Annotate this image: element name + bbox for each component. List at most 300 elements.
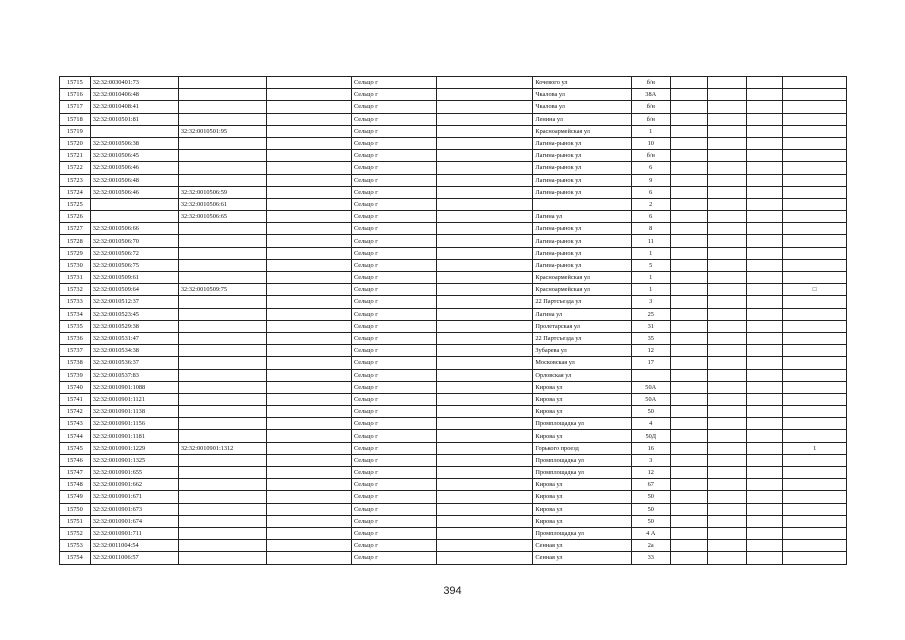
cell-cadastral-number: 32:32:0010901:671 [90,491,178,503]
table-row [60,308,847,320]
cell-street: Промплощадка ул [533,527,631,539]
cell-linked-cadastral-number [178,503,266,515]
table-row [60,174,847,186]
cell-flag [783,406,847,418]
cell-house-number: 16 [631,442,670,454]
cell-cadastral-number: 32:32:0010506:45 [90,150,178,162]
cell-empty-col-9 [670,540,707,552]
cell-locality: Сельцо г [352,503,437,515]
cell-flag [783,430,847,442]
cell-locality: Сельцо г [352,442,437,454]
cell-empty-col-9 [670,332,707,344]
cell-empty-col-6 [437,113,533,125]
cell-record-number: 15737 [60,345,91,357]
cell-empty-col-4 [266,381,351,393]
cell-house-number: 12 [631,345,670,357]
cell-empty-col-10 [707,77,746,89]
cell-street: Красноармейская ул [533,125,631,137]
cell-flag [783,332,847,344]
cell-empty-col-6 [437,186,533,198]
cell-record-number: 15722 [60,162,91,174]
cell-empty-col-9 [670,308,707,320]
cell-empty-col-6 [437,77,533,89]
table-row [60,442,847,454]
cell-empty-col-9 [670,211,707,223]
cell-house-number: 50Д [631,430,670,442]
cell-cadastral-number: 32:32:0010901:1156 [90,418,178,430]
cell-empty-col-10 [707,406,746,418]
cell-empty-col-10 [707,113,746,125]
cell-empty-col-10 [707,418,746,430]
cell-flag [783,515,847,527]
cell-empty-col-6 [437,198,533,210]
cell-locality: Сельцо г [352,467,437,479]
table-row [60,150,847,162]
cell-empty-col-6 [437,393,533,405]
cell-linked-cadastral-number [178,479,266,491]
cell-locality: Сельцо г [352,540,437,552]
cell-empty-col-11 [746,515,783,527]
cell-empty-col-10 [707,540,746,552]
cell-empty-col-4 [266,235,351,247]
table-row [60,491,847,503]
cell-empty-col-10 [707,552,746,564]
cell-empty-col-11 [746,527,783,539]
table-row [60,381,847,393]
cell-flag [783,77,847,89]
cell-empty-col-11 [746,113,783,125]
cell-cadastral-number: 32:32:0010901:662 [90,479,178,491]
cell-empty-col-10 [707,198,746,210]
cell-empty-col-6 [437,503,533,515]
cell-house-number: 50А [631,393,670,405]
cell-empty-col-11 [746,491,783,503]
cell-empty-col-10 [707,101,746,113]
cell-locality: Сельцо г [352,284,437,296]
cell-linked-cadastral-number: 32:32:0010901:1312 [178,442,266,454]
cell-street: Кирова ул [533,515,631,527]
cell-cadastral-number: 32:32:0010901:1121 [90,393,178,405]
cell-empty-col-9 [670,357,707,369]
cell-empty-col-6 [437,259,533,271]
cell-flag [783,479,847,491]
cell-flag [783,527,847,539]
cell-empty-col-11 [746,381,783,393]
cell-street: Промплощадка ул [533,467,631,479]
cell-empty-col-9 [670,284,707,296]
cell-record-number: 15727 [60,223,91,235]
cell-empty-col-4 [266,479,351,491]
cell-record-number: 15716 [60,89,91,101]
cell-record-number: 15751 [60,515,91,527]
cell-linked-cadastral-number [178,89,266,101]
cell-street: Лагина-рынок ул [533,174,631,186]
cell-empty-col-11 [746,223,783,235]
cell-street: Кирова ул [533,406,631,418]
cell-linked-cadastral-number [178,393,266,405]
cell-cadastral-number: 32:32:0010501:81 [90,113,178,125]
cell-street: Лагина-рынок ул [533,235,631,247]
cell-empty-col-6 [437,418,533,430]
table-row [60,515,847,527]
cell-empty-col-11 [746,174,783,186]
cell-empty-col-9 [670,442,707,454]
cell-locality: Сельцо г [352,527,437,539]
cell-locality: Сельцо г [352,137,437,149]
cell-street: Промплощадка ул [533,454,631,466]
cell-linked-cadastral-number [178,369,266,381]
cell-empty-col-4 [266,150,351,162]
cell-flag: 1 [783,442,847,454]
cell-empty-col-9 [670,393,707,405]
cell-empty-col-10 [707,247,746,259]
cell-empty-col-11 [746,320,783,332]
cell-street: Чкалова ул [533,89,631,101]
cell-empty-col-11 [746,211,783,223]
cell-flag [783,235,847,247]
cell-empty-col-6 [437,369,533,381]
cell-street: 22 Партсъезда ул [533,296,631,308]
cell-linked-cadastral-number [178,174,266,186]
cell-empty-col-10 [707,137,746,149]
cell-empty-col-4 [266,345,351,357]
cell-empty-col-9 [670,247,707,259]
cell-locality: Сельцо г [352,479,437,491]
cell-linked-cadastral-number [178,515,266,527]
cell-empty-col-9 [670,320,707,332]
cell-flag [783,198,847,210]
cell-house-number: б/н [631,150,670,162]
cell-locality: Сельцо г [352,332,437,344]
cell-record-number: 15734 [60,308,91,320]
cell-house-number: 9 [631,174,670,186]
cell-empty-col-6 [437,540,533,552]
cell-house-number: 35 [631,332,670,344]
cell-record-number: 15745 [60,442,91,454]
cell-locality: Сельцо г [352,186,437,198]
cell-linked-cadastral-number [178,418,266,430]
cell-street: Лагина ул [533,211,631,223]
table-row [60,272,847,284]
cell-record-number: 15741 [60,393,91,405]
table-row [60,467,847,479]
table-row [60,369,847,381]
cell-record-number: 15729 [60,247,91,259]
table-row [60,540,847,552]
cell-empty-col-6 [437,150,533,162]
cell-empty-col-11 [746,284,783,296]
table-row [60,345,847,357]
cell-empty-col-4 [266,320,351,332]
cell-street: Красноармейская ул [533,284,631,296]
cell-cadastral-number: 32:32:0010523:45 [90,308,178,320]
cell-cadastral-number: 32:32:0010537:83 [90,369,178,381]
table-row [60,357,847,369]
cell-locality: Сельцо г [352,320,437,332]
cell-locality: Сельцо г [352,418,437,430]
cell-empty-col-4 [266,454,351,466]
cell-empty-col-6 [437,296,533,308]
cell-cadastral-number: 32:32:0010506:46 [90,162,178,174]
cell-empty-col-11 [746,552,783,564]
cell-linked-cadastral-number [178,308,266,320]
cell-flag [783,552,847,564]
cell-cadastral-number [90,198,178,210]
cell-empty-col-6 [437,137,533,149]
cell-empty-col-6 [437,211,533,223]
cell-empty-col-10 [707,515,746,527]
cell-cadastral-number: 32:32:0010509:64 [90,284,178,296]
cell-house-number: 33 [631,552,670,564]
table-row [60,89,847,101]
table-row [60,198,847,210]
table-row [60,527,847,539]
cell-empty-col-10 [707,467,746,479]
cell-record-number: 15742 [60,406,91,418]
cell-house-number: 25 [631,308,670,320]
cell-locality: Сельцо г [352,406,437,418]
cell-empty-col-9 [670,113,707,125]
cell-record-number: 15752 [60,527,91,539]
cell-empty-col-9 [670,101,707,113]
cell-flag [783,247,847,259]
cell-empty-col-9 [670,125,707,137]
cell-house-number: 3 [631,296,670,308]
cell-street: Лагина-рынок ул [533,259,631,271]
table-row [60,235,847,247]
cell-empty-col-10 [707,125,746,137]
cell-linked-cadastral-number [178,223,266,235]
cell-locality: Сельцо г [352,381,437,393]
cell-empty-col-4 [266,332,351,344]
cell-street: Лагина ул [533,308,631,320]
cell-flag [783,150,847,162]
cell-locality: Сельцо г [352,77,437,89]
cell-empty-col-4 [266,467,351,479]
cell-flag [783,357,847,369]
cell-empty-col-10 [707,235,746,247]
cell-empty-col-10 [707,369,746,381]
cell-empty-col-10 [707,393,746,405]
cell-flag [783,381,847,393]
cell-house-number: 1 [631,247,670,259]
cell-street: Орловская ул [533,369,631,381]
cell-house-number: 5 [631,259,670,271]
cell-empty-col-9 [670,430,707,442]
cell-record-number: 15731 [60,272,91,284]
cell-cadastral-number: 32:32:0030401:73 [90,77,178,89]
cell-empty-col-10 [707,272,746,284]
cell-cadastral-number: 32:32:0010408:41 [90,101,178,113]
cell-linked-cadastral-number [178,320,266,332]
cell-house-number: 50 [631,491,670,503]
cell-street: Чкалова ул [533,101,631,113]
table-row [60,320,847,332]
cell-flag [783,186,847,198]
cell-linked-cadastral-number: 32:32:0010506:65 [178,211,266,223]
cell-cadastral-number: 32:32:0010901:1088 [90,381,178,393]
cell-linked-cadastral-number [178,162,266,174]
cell-house-number: 10 [631,137,670,149]
cell-cadastral-number: 32:32:0010536:37 [90,357,178,369]
cell-linked-cadastral-number [178,247,266,259]
cell-house-number: 6 [631,162,670,174]
cell-empty-col-4 [266,125,351,137]
cell-empty-col-9 [670,137,707,149]
cell-cadastral-number: 32:32:0010506:48 [90,174,178,186]
cell-street: Пролетарская ул [533,320,631,332]
cell-linked-cadastral-number [178,345,266,357]
cell-empty-col-6 [437,515,533,527]
cell-street: Лагина-рынок ул [533,150,631,162]
cell-empty-col-4 [266,442,351,454]
cell-empty-col-6 [437,308,533,320]
cell-cadastral-number: 32:32:0010901:1325 [90,454,178,466]
cell-empty-col-11 [746,357,783,369]
table-row [60,430,847,442]
cell-empty-col-4 [266,552,351,564]
cell-house-number: б/н [631,77,670,89]
cell-cadastral-number: 32:32:0011006:57 [90,552,178,564]
cell-locality: Сельцо г [352,247,437,259]
registry-table [59,76,847,565]
cell-locality: Сельцо г [352,552,437,564]
cell-flag [783,259,847,271]
cell-flag [783,320,847,332]
cell-empty-col-4 [266,101,351,113]
cell-linked-cadastral-number [178,406,266,418]
cell-street: Лагина-рынок ул [533,247,631,259]
cell-empty-col-9 [670,162,707,174]
cell-empty-col-9 [670,503,707,515]
table-row [60,406,847,418]
cell-empty-col-11 [746,479,783,491]
cell-house-number: 50А [631,381,670,393]
cell-empty-col-4 [266,137,351,149]
cell-empty-col-6 [437,406,533,418]
cell-empty-col-11 [746,101,783,113]
cell-record-number: 15724 [60,186,91,198]
cell-record-number: 15754 [60,552,91,564]
cell-linked-cadastral-number [178,381,266,393]
cell-house-number: 3 [631,454,670,466]
cell-empty-col-10 [707,150,746,162]
cell-linked-cadastral-number [178,467,266,479]
cell-street: Горького проезд [533,442,631,454]
cell-record-number: 15744 [60,430,91,442]
cell-flag [783,211,847,223]
cell-record-number: 15723 [60,174,91,186]
cell-empty-col-10 [707,479,746,491]
cell-empty-col-4 [266,211,351,223]
cell-empty-col-11 [746,296,783,308]
cell-linked-cadastral-number [178,272,266,284]
cell-cadastral-number [90,125,178,137]
cell-street: Кирова ул [533,479,631,491]
cell-empty-col-11 [746,89,783,101]
cell-empty-col-6 [437,442,533,454]
cell-flag [783,162,847,174]
cell-record-number: 15726 [60,211,91,223]
cell-cadastral-number: 32:32:0010901:673 [90,503,178,515]
cell-house-number: 1 [631,272,670,284]
cell-empty-col-4 [266,369,351,381]
cell-record-number: 15728 [60,235,91,247]
table-row [60,211,847,223]
table-row [60,125,847,137]
cell-record-number: 15732 [60,284,91,296]
table-row [60,418,847,430]
cell-record-number: 15738 [60,357,91,369]
cell-street: Кочевого ул [533,77,631,89]
cell-empty-col-10 [707,308,746,320]
cell-house-number: 17 [631,357,670,369]
cell-empty-col-4 [266,430,351,442]
cell-locality: Сельцо г [352,369,437,381]
table-row [60,296,847,308]
cell-cadastral-number: 32:32:0010506:46 [90,186,178,198]
cell-cadastral-number: 32:32:0010506:72 [90,247,178,259]
cell-house-number: 1 [631,125,670,137]
cell-empty-col-11 [746,406,783,418]
cell-empty-col-4 [266,162,351,174]
table-row [60,101,847,113]
cell-house-number: 12 [631,467,670,479]
cell-empty-col-10 [707,223,746,235]
cell-street: Лагина-рынок ул [533,223,631,235]
cell-house-number: 50 [631,406,670,418]
cell-linked-cadastral-number [178,454,266,466]
table-row [60,479,847,491]
cell-empty-col-10 [707,430,746,442]
cell-empty-col-10 [707,503,746,515]
cell-locality: Сельцо г [352,235,437,247]
cell-street: Кирова ул [533,503,631,515]
cell-record-number: 15746 [60,454,91,466]
cell-empty-col-4 [266,357,351,369]
cell-empty-col-9 [670,77,707,89]
cell-empty-col-9 [670,491,707,503]
cell-empty-col-11 [746,503,783,515]
cell-empty-col-11 [746,345,783,357]
cell-empty-col-6 [437,357,533,369]
cell-house-number: 50 [631,515,670,527]
cell-house-number: б/н [631,101,670,113]
cell-record-number: 15736 [60,332,91,344]
cell-cadastral-number: 32:32:0010901:1138 [90,406,178,418]
cell-empty-col-10 [707,491,746,503]
cell-cadastral-number: 32:32:0010901:1229 [90,442,178,454]
cell-house-number: 6 [631,211,670,223]
cell-empty-col-9 [670,369,707,381]
cell-locality: Сельцо г [352,308,437,320]
cell-record-number: 15747 [60,467,91,479]
cell-empty-col-11 [746,235,783,247]
cell-empty-col-9 [670,272,707,284]
cell-locality: Сельцо г [352,89,437,101]
cell-cadastral-number: 32:32:0010406:48 [90,89,178,101]
cell-empty-col-6 [437,223,533,235]
cell-record-number: 15750 [60,503,91,515]
cell-locality: Сельцо г [352,430,437,442]
table-row [60,332,847,344]
cell-empty-col-9 [670,259,707,271]
cell-empty-col-11 [746,125,783,137]
cell-linked-cadastral-number [178,137,266,149]
cell-flag [783,272,847,284]
cell-street: Сенная ул [533,552,631,564]
cell-empty-col-4 [266,515,351,527]
